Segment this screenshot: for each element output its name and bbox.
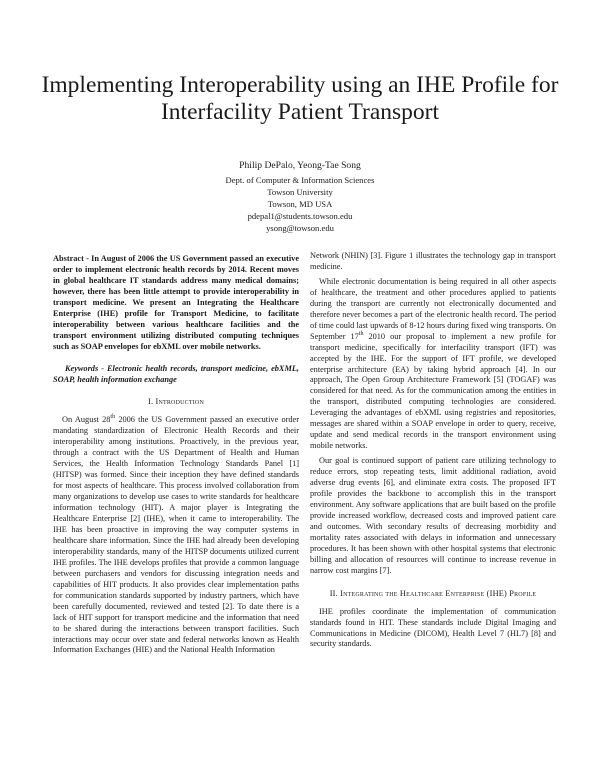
left-column: [53, 254, 299, 656]
author-location: Towson, MD USA: [267, 199, 333, 209]
keywords: Keywords - Electronic health records, transport medicine, ebXML, SOAP, health information exchange: [53, 363, 299, 384]
intro-paragraph-2: While electronic documentation is being required in all other aspects of healthcare, the treatment and other procedures applied to patients during the transport are currently not electronically documented and therefore never becomes a part of the electronic health record. The period of time could last upwards of 8-12 hours during fixed wing transports. On September 17th 2010 our proposal to implement a new profile for transport medicine, specifically for interfacility transport (IFT) was accepted by the IHE. For the support of IFT profile, we developed enterprise architecture (EA) by taking hybrid approach [4]. In our approach, The Open Group Architecture Framework [5] (TOGAF) was considered for that need. As for the communication among the entities in the transport, distributed computing technologies are considered. Leveraging the advantages of ebXML using registries and repositories, messages are shared within a SOAP envelope in order to query, receive, update and send medical records in the transport environment using mobile networks.: [310, 276, 556, 451]
author-names: Philip DePalo, Yeong-Tae Song: [239, 160, 361, 171]
paper-title: Implementing Interoperability using an IHE Profile for Interfacility Patient Transport: [41, 72, 559, 125]
abstract: Abstract - In August of 2006 the US Government passed an executive order to implement electronic health records by 2014. Recent moves in global healthcare IT standards address many medical domains; however, there has been little attempt to provide interoperability in transport medicine. We present an Integrating the Healthcare Enterprise (IHE) profile for Transport Medicine, to facilitate interoperability between various healthcare facilities and the transport environment utilizing distributed computing techniques such as SOAP envelopes for ebXML over mobile networks.: [53, 254, 299, 351]
author-email-2[interactable]: ysong@towson.edu: [266, 223, 334, 233]
intro-paragraph-3: Our goal is continued support of patient care utilizing technology to reduce errors, stop repeating tests, limit additional radiation, avoid adverse drug events [6], and eliminate extra costs. The proposed IFT profile provides the backbone to accomplish this in the transport environment. Any software applications that are built based on the profile provide increased workflow, decreased costs and improved patient care and outcomes. With secondary results of decreasing morbidity and mortality rates associated with delays in information and unnecessary procedures. It has been shown with other hospital systems that electronic billing and allocation of resources will continue to increase revenue in narrow cost margins [7].: [310, 456, 556, 575]
author-block: [150, 160, 450, 234]
author-email-1[interactable]: pdepal1@students.towson.edu: [247, 211, 353, 221]
section-heading-ihe-profile: II. Integrating the Healthcare Enterprise (IHE) Profile: [329, 588, 537, 598]
right-column: [310, 251, 556, 650]
author-department: Dept. of Computer & Information Sciences: [225, 175, 375, 185]
ihe-paragraph-1: IHE profiles coordinate the implementation of communication standards found in HIT. These standards include Digital Imaging and Communications in Medicine (DICOM), Health Level 7 (HL7) [8] and security standards.: [310, 606, 556, 649]
section-heading-introduction: I. Introduction: [147, 397, 204, 407]
intro-paragraph-1-continued: Network (NHIN) [3]. Figure 1 illustrates the technology gap in transport medicine.: [310, 251, 556, 271]
author-university: Towson University: [267, 187, 333, 197]
intro-paragraph-1: On August 28th 2006 the US Government passed an executive order mandating standardization of Electronic Health Records and their interoperability among institutions. Proactively, in the previous year, through a contract with the US Department of Health and Human Services, the Health Information Technology Standards Panel [1] (HITSP) was formed. Since their inception they have defined standards for most aspects of healthcare. This process involved collaboration from many organizations to develop use cases to write standards for healthcare information technology (HIT). A major player is Integrating the Healthcare Enterprise [2] (IHE), when it came to interoperability. The IHE has been proactive in improving the way computer systems in healthcare share information. Since the IHE had already been developing interoperability standards, many of the HITSP documents utilized current IHE profiles. The IHE develops profiles that provide a common language between purchasers and vendors for discussing integration needs and capabilities of HIT products. It also provides clear implementation paths for communication standards supported by industry partners, which have been carefully documented, reviewed and tested [2]. To date there is a lack of HIT support for transport medicine and the information that need to be shared during the interactions between transport facilities. Such interactions may occur over state and federal networks known as Health Information Exchanges (HIE) and the National Health Information: [53, 414, 299, 655]
